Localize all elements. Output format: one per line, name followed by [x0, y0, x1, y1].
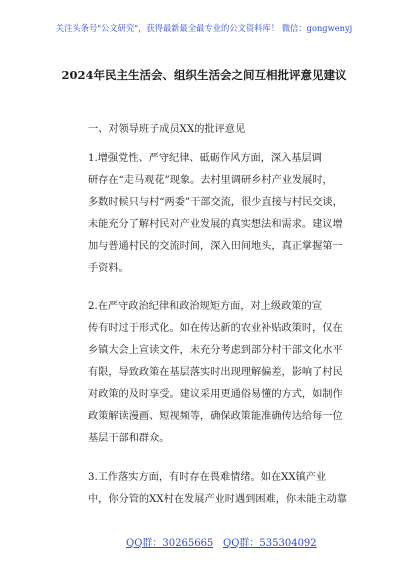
qq-group-link-1[interactable]: QQ群：30265665 — [126, 538, 214, 549]
paragraph-line: 未能充分了解村民对产业发展的真实想法和需求。建议增 — [88, 219, 343, 230]
paragraph-2 — [88, 296, 343, 450]
paragraph-line: 研存在“走马观花”现象。去村里调研乡村产业发展时， — [88, 175, 333, 186]
paragraph-line: 多数时候只与村“两委”干部交流，很少直接与村民交谈， — [88, 197, 343, 208]
footer — [0, 534, 408, 550]
paragraph-line: 中，你分管的XX村在发展产业时遇到困难，你未能主动靠 — [88, 494, 348, 505]
paragraph-line: 基层干部和群众。 — [88, 433, 170, 444]
paragraph-line: 传有时过于形式化。如在传达新的农业补贴政策时，仅在 — [88, 323, 343, 334]
paragraph-line: 有限，导致政策在基层落实时出现理解偏差，影响了村民 — [88, 367, 343, 378]
paragraph-line: 2.在严守政治纪律和政治规矩方面，对上级政策的宣 — [88, 301, 322, 312]
paragraph-3 — [88, 467, 348, 511]
section-heading: 一、对领导班子成员XX的批评意见 — [88, 124, 246, 135]
document-title: 2024年民主生活会、组织生活会之间互相批评意见建议 — [61, 68, 347, 82]
paragraph-line: 对政策的及时享受。建议采用更通俗易懂的方式，如制作 — [88, 389, 343, 400]
qq-group-link-2[interactable]: QQ群：535304092 — [223, 538, 317, 549]
paragraph-line: 加与普通村民的交流时间，深入田间地头，真正掌握第一 — [88, 241, 343, 252]
paragraph-line: 乡镇大会上宣读文件，未充分考虑到部分村干部文化水平 — [88, 345, 343, 356]
paragraph-1 — [88, 148, 343, 280]
paragraph-line: 政策解读漫画、短视频等，确保政策能准确传达给每一位 — [88, 411, 343, 422]
paragraph-line: 3.工作落实方面，有时存在畏难情绪。如在XX镇产业 — [88, 472, 327, 483]
promo-banner[interactable]: 关注头条号"公文研究"，获得最新最全最专业的公文资料库！ 微信：gongwenyj — [55, 23, 353, 33]
paragraph-line: 1.增强党性、严守纪律、砥砺作风方面，深入基层调 — [88, 153, 322, 164]
paragraph-line: 手资料。 — [88, 263, 129, 274]
